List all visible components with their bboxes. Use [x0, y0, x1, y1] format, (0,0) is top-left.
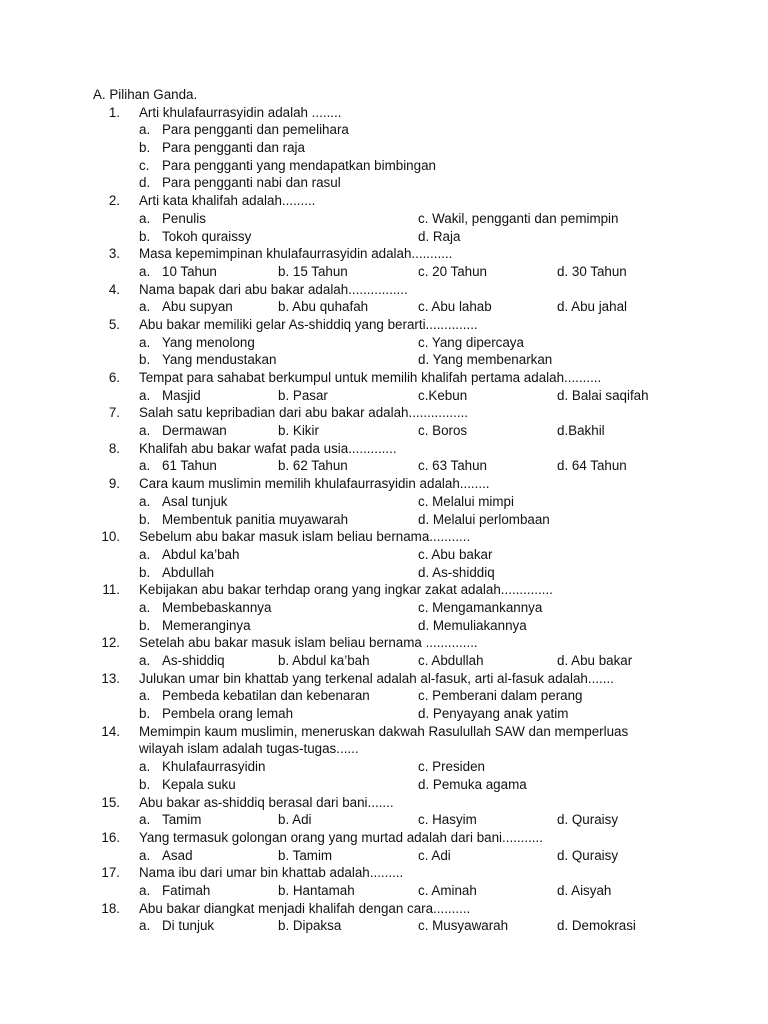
- option-row: [93, 599, 733, 617]
- question-number: 5.: [108, 316, 120, 332]
- answer-option: [139, 687, 370, 705]
- question-number: 18.: [101, 900, 120, 916]
- option-text: b. Abdul ka’bah: [278, 653, 370, 668]
- option-text: c. Boros: [418, 423, 468, 439]
- answer-option: [139, 263, 217, 281]
- answer-option: [557, 882, 611, 900]
- question-item: [93, 404, 733, 439]
- question-item: [93, 475, 733, 528]
- answer-option: [278, 263, 348, 281]
- option-text: 10 Tahun: [162, 263, 217, 279]
- option-row: [93, 174, 733, 192]
- answer-option: [139, 511, 348, 529]
- question-text: Abu bakar as-shiddiq berasal dari bani.......: [139, 794, 394, 810]
- answer-option: [418, 847, 451, 865]
- answer-option: [139, 776, 236, 794]
- answer-option: [139, 298, 233, 316]
- question-text: Cara kaum muslimin memilih khulafaurrasyidin adalah........: [139, 476, 490, 492]
- option-text: d. Pemuka agama: [418, 776, 527, 792]
- question-item: [93, 900, 733, 935]
- question-line: [93, 723, 733, 741]
- answer-option: [418, 228, 460, 246]
- question-text: Nama bapak dari abu bakar adalah................: [139, 281, 408, 297]
- answer-option: [418, 687, 583, 705]
- option-letter: a.: [139, 458, 151, 474]
- question-line: [93, 900, 733, 918]
- answer-option: [418, 705, 568, 723]
- option-row: [93, 811, 733, 829]
- answer-option: [139, 758, 265, 776]
- option-letter: a.: [139, 653, 151, 668]
- answer-option: [418, 387, 467, 405]
- question-number: 3.: [108, 246, 120, 262]
- option-row: [93, 351, 733, 369]
- answer-option: [557, 847, 618, 865]
- answer-option: [278, 811, 312, 829]
- answer-option: [418, 298, 492, 316]
- answer-option: [139, 652, 225, 670]
- answer-option: [418, 564, 495, 582]
- option-letter: b.: [139, 564, 151, 580]
- question-item: [93, 794, 733, 829]
- option-text: Khulafaurrasyidin: [162, 759, 266, 775]
- option-text: d. 64 Tahun: [557, 458, 627, 474]
- question-item: [93, 369, 733, 404]
- option-text: Tamim: [162, 812, 202, 828]
- answer-option: [278, 652, 370, 670]
- answer-option: [418, 546, 492, 564]
- answer-option: [418, 210, 618, 228]
- option-text: c. Pemberani dalam perang: [418, 688, 583, 704]
- answer-option: [139, 351, 276, 369]
- answer-option: [418, 493, 514, 511]
- question-line: [93, 475, 733, 493]
- option-text: b. Dipaksa: [278, 918, 342, 934]
- option-row: [93, 776, 733, 794]
- answer-option: [139, 599, 271, 617]
- option-row: [93, 121, 733, 139]
- answer-option: [418, 334, 524, 352]
- question-line: [93, 634, 733, 652]
- option-text: c. 63 Tahun: [418, 458, 487, 474]
- question-text: Arti khulafaurrasyidin adalah ........: [139, 104, 342, 120]
- option-text: Memeranginya: [162, 617, 251, 633]
- option-letter: d.: [139, 175, 151, 191]
- question-line: [93, 794, 733, 812]
- answer-option: [278, 882, 355, 900]
- option-text: c. Abu lahab: [418, 299, 492, 315]
- option-text: Abdul ka’bah: [162, 546, 240, 562]
- answer-option: [557, 811, 618, 829]
- question-line: [93, 528, 733, 546]
- answer-option: [418, 652, 484, 670]
- option-row: [93, 687, 733, 705]
- question-text: Abu bakar memiliki gelar As-shiddiq yang berarti..............: [139, 316, 478, 332]
- option-letter: a.: [139, 387, 151, 403]
- option-text: d. Aisyah: [557, 882, 612, 898]
- answer-option: [139, 121, 349, 139]
- question-text: Memimpin kaum muslimin, meneruskan dakwah Rasulullah SAW dan memperluas: [139, 723, 629, 739]
- answer-option: [139, 564, 214, 582]
- section-heading: A. Pilihan Ganda.: [93, 87, 198, 102]
- option-row: [93, 917, 733, 935]
- option-text: c. Aminah: [418, 882, 477, 898]
- option-text: d. Quraisy: [557, 847, 619, 863]
- answer-option: [278, 847, 332, 865]
- question-item: [93, 245, 733, 280]
- question-text: Nama ibu dari umar bin khattab adalah.........: [139, 865, 404, 881]
- option-text: c. Presiden: [418, 759, 485, 775]
- question-number: 14.: [101, 723, 120, 739]
- option-text: d.Bakhil: [557, 423, 605, 439]
- option-text: b. Adi: [278, 812, 312, 828]
- option-row: [93, 564, 733, 582]
- question-item: [93, 864, 733, 899]
- option-letter: a.: [139, 493, 151, 509]
- question-text: Arti kata khalifah adalah.........: [139, 193, 316, 209]
- option-text: c.Kebun: [418, 387, 468, 403]
- option-text: Para pengganti dan pemelihara: [162, 122, 349, 138]
- answer-option: [139, 705, 293, 723]
- question-line: [93, 864, 733, 882]
- option-text: d. 30 Tahun: [557, 263, 627, 279]
- question-text: Khalifah abu bakar wafat pada usia.............: [139, 440, 397, 456]
- option-letter: a.: [139, 918, 151, 934]
- question-text: Kebijakan abu bakar terhdap orang yang ingkar zakat adalah..............: [139, 582, 553, 598]
- option-letter: a.: [139, 299, 151, 315]
- question-line: [93, 192, 733, 210]
- option-text: Membentuk panitia muyawarah: [162, 511, 349, 527]
- option-row: [93, 457, 733, 475]
- option-row: [93, 493, 733, 511]
- answer-option: [139, 617, 251, 635]
- question-number: 8.: [108, 440, 120, 456]
- option-text: b. Abu quhafah: [278, 299, 369, 315]
- option-text: Asad: [162, 847, 193, 863]
- option-text: Para pengganti dan raja: [162, 140, 305, 156]
- option-text: Para pengganti nabi dan rasul: [162, 175, 341, 191]
- question-text: Julukan umar bin khattab yang terkenal adalah al-fasuk, arti al-fasuk adalah.......: [139, 670, 614, 686]
- option-text: Di tunjuk: [162, 918, 215, 934]
- question-number: 9.: [108, 476, 120, 492]
- option-letter: a.: [139, 599, 151, 615]
- option-row: [93, 298, 733, 316]
- option-row: [93, 157, 733, 175]
- answer-option: [139, 157, 436, 175]
- answer-option: [418, 917, 508, 935]
- question-number: 7.: [108, 405, 120, 421]
- option-row: [93, 652, 733, 670]
- option-letter: a.: [139, 546, 151, 562]
- option-letter: a.: [139, 812, 151, 828]
- option-text: d. Melalui perlombaan: [418, 511, 550, 527]
- option-letter: a.: [139, 688, 151, 704]
- option-row: [93, 387, 733, 405]
- answer-option: [139, 174, 341, 192]
- option-text: c. Musyawarah: [418, 918, 509, 934]
- option-text: Pembeda kebatilan dan kebenaran: [162, 688, 370, 704]
- option-text: Para pengganti yang mendapatkan bimbingan: [162, 157, 436, 173]
- answer-option: [418, 776, 527, 794]
- answer-option: [278, 298, 368, 316]
- option-letter: a.: [139, 334, 151, 350]
- option-row: [93, 210, 733, 228]
- option-text: c. Hasyim: [418, 812, 477, 828]
- option-row: [93, 882, 733, 900]
- question-text: Tempat para sahabat berkumpul untuk memilih khalifah pertama adalah..........: [139, 370, 602, 385]
- option-text: d. As-shiddiq: [418, 564, 495, 580]
- question-line: [93, 670, 733, 688]
- option-text: Membebaskannya: [162, 599, 272, 615]
- option-text: c. Yang dipercaya: [418, 334, 524, 350]
- question-text: Sebelum abu bakar masuk islam beliau bernama...........: [139, 529, 471, 545]
- answer-option: [278, 422, 319, 440]
- answer-option: [139, 387, 201, 405]
- option-text: d. Raja: [418, 228, 461, 244]
- answer-option: [139, 811, 201, 829]
- question-text: Abu bakar diangkat menjadi khalifah dengan cara..........: [139, 900, 471, 916]
- option-letter: a.: [139, 882, 151, 898]
- option-text: d. Yang membenarkan: [418, 352, 553, 368]
- answer-option: [139, 228, 251, 246]
- question-item: [93, 281, 733, 316]
- option-text: Dermawan: [162, 423, 227, 439]
- option-text: Abu supyan: [162, 299, 233, 315]
- question-line: [93, 581, 733, 599]
- question-text: Masa kepemimpinan khulafaurrasyidin adalah...........: [139, 246, 453, 262]
- option-text: c. 20 Tahun: [418, 263, 487, 279]
- answer-option: [418, 811, 477, 829]
- option-text: b. 15 Tahun: [278, 263, 348, 279]
- option-letter: a.: [139, 263, 151, 279]
- option-text: d. Penyayang anak yatim: [418, 706, 569, 722]
- option-text: d. Abu bakar: [557, 653, 633, 668]
- option-text: c. Melalui mimpi: [418, 493, 514, 509]
- answer-option: [278, 917, 341, 935]
- question-line: [93, 440, 733, 458]
- option-text: d. Memuliakannya: [418, 617, 527, 633]
- question-item: [93, 440, 733, 475]
- option-row: [93, 139, 733, 157]
- answer-option: [418, 617, 527, 635]
- option-text: Pembela orang lemah: [162, 706, 294, 722]
- option-text: c. Adi: [418, 847, 451, 863]
- option-letter: a.: [139, 210, 151, 226]
- option-row: [93, 546, 733, 564]
- option-text: b. 62 Tahun: [278, 458, 348, 474]
- question-line: [93, 740, 733, 758]
- option-text: Masjid: [162, 387, 201, 403]
- option-letter: b.: [139, 228, 151, 244]
- option-text: b. Tamim: [278, 847, 333, 863]
- option-text: Abdullah: [162, 564, 215, 580]
- question-number: 6.: [108, 370, 120, 385]
- option-letter: c.: [139, 157, 150, 173]
- option-row: [93, 617, 733, 635]
- option-row: [93, 422, 733, 440]
- answer-option: [418, 758, 485, 776]
- answer-option: [139, 422, 227, 440]
- question-item: [93, 316, 733, 369]
- question-line: [93, 404, 733, 422]
- answer-option: [557, 263, 627, 281]
- option-row: [93, 228, 733, 246]
- question-number: 2.: [108, 193, 120, 209]
- option-text: Penulis: [162, 210, 206, 226]
- answer-option: [139, 882, 210, 900]
- question-number: 12.: [101, 635, 120, 651]
- option-letter: a.: [139, 847, 151, 863]
- answer-option: [557, 457, 627, 475]
- option-letter: b.: [139, 706, 151, 722]
- option-letter: b.: [139, 776, 151, 792]
- question-text: wilayah islam adalah tugas-tugas......: [139, 741, 359, 757]
- option-text: d. Balai saqifah: [557, 387, 649, 403]
- answer-option: [139, 334, 255, 352]
- option-text: b. Pasar: [278, 387, 328, 403]
- question-line: [93, 369, 733, 387]
- option-text: 61 Tahun: [162, 458, 217, 474]
- question-item: [93, 723, 733, 794]
- answer-option: [139, 210, 206, 228]
- question-number: 4.: [108, 281, 120, 297]
- option-text: Yang menolong: [162, 334, 255, 350]
- question-number: 11.: [102, 582, 120, 598]
- question-text: Yang termasuk golongan orang yang murtad adalah dari bani...........: [139, 829, 543, 845]
- option-text: c. Abdullah: [418, 653, 484, 668]
- question-number: 1.: [108, 104, 120, 120]
- question-line: [93, 316, 733, 334]
- option-text: Kepala suku: [162, 776, 236, 792]
- answer-option: [139, 917, 214, 935]
- option-text: d. Demokrasi: [557, 918, 636, 934]
- option-text: c. Abu bakar: [418, 546, 493, 562]
- answer-option: [278, 387, 328, 405]
- question-number: 13.: [101, 670, 120, 686]
- question-text: Setelah abu bakar masuk islam beliau bernama ..............: [139, 635, 478, 651]
- answer-option: [418, 599, 542, 617]
- option-row: [93, 705, 733, 723]
- answer-option: [557, 387, 649, 405]
- question-number: 15.: [101, 794, 120, 810]
- option-letter: b.: [139, 511, 151, 527]
- answer-option: [418, 511, 550, 529]
- answer-option: [139, 457, 217, 475]
- question-number: 17.: [101, 865, 120, 881]
- option-text: Asal tunjuk: [162, 493, 228, 509]
- question-item: [93, 670, 733, 723]
- option-text: b. Hantamah: [278, 882, 355, 898]
- answer-option: [557, 422, 605, 440]
- option-text: c. Mengamankannya: [418, 599, 543, 615]
- answer-option: [557, 917, 636, 935]
- question-line: [93, 104, 733, 122]
- question-item: [93, 528, 733, 581]
- option-text: Fatimah: [162, 882, 211, 898]
- question-line: [93, 245, 733, 263]
- option-letter: a.: [139, 759, 151, 775]
- option-text: b. Kikir: [278, 423, 319, 439]
- option-text: d. Quraisy: [557, 812, 619, 828]
- answer-option: [418, 351, 552, 369]
- option-text: c. Wakil, pengganti dan pemimpin: [418, 210, 619, 226]
- option-letter: b.: [139, 140, 151, 156]
- answer-option: [418, 882, 477, 900]
- question-line: [93, 829, 733, 847]
- option-text: Yang mendustakan: [162, 352, 277, 368]
- answer-option: [139, 546, 239, 564]
- answer-option: [139, 493, 228, 511]
- question-line: [93, 281, 733, 299]
- option-letter: b.: [139, 352, 151, 368]
- answer-option: [557, 652, 632, 670]
- option-row: [93, 263, 733, 281]
- question-text: Salah satu kepribadian dari abu bakar adalah................: [139, 405, 469, 421]
- question-item: [93, 192, 733, 245]
- answer-option: [418, 263, 487, 281]
- question-item: [93, 104, 733, 192]
- answer-option: [418, 422, 467, 440]
- answer-option: [418, 457, 487, 475]
- option-text: d. Abu jahal: [557, 299, 627, 315]
- option-row: [93, 758, 733, 776]
- option-letter: a.: [139, 122, 151, 138]
- question-number: 10.: [101, 529, 120, 545]
- answer-option: [139, 847, 193, 865]
- question-item: [93, 634, 733, 669]
- question-item: [93, 581, 733, 634]
- option-row: [93, 334, 733, 352]
- answer-option: [278, 457, 348, 475]
- question-list: [93, 104, 733, 935]
- question-number: 16.: [101, 829, 120, 845]
- option-letter: a.: [139, 423, 151, 439]
- answer-option: [139, 139, 305, 157]
- option-row: [93, 847, 733, 865]
- option-text: As-shiddiq: [162, 653, 225, 668]
- option-row: [93, 511, 733, 529]
- question-item: [93, 829, 733, 864]
- answer-option: [557, 298, 627, 316]
- option-letter: b.: [139, 617, 151, 633]
- option-text: Tokoh quraissy: [162, 228, 252, 244]
